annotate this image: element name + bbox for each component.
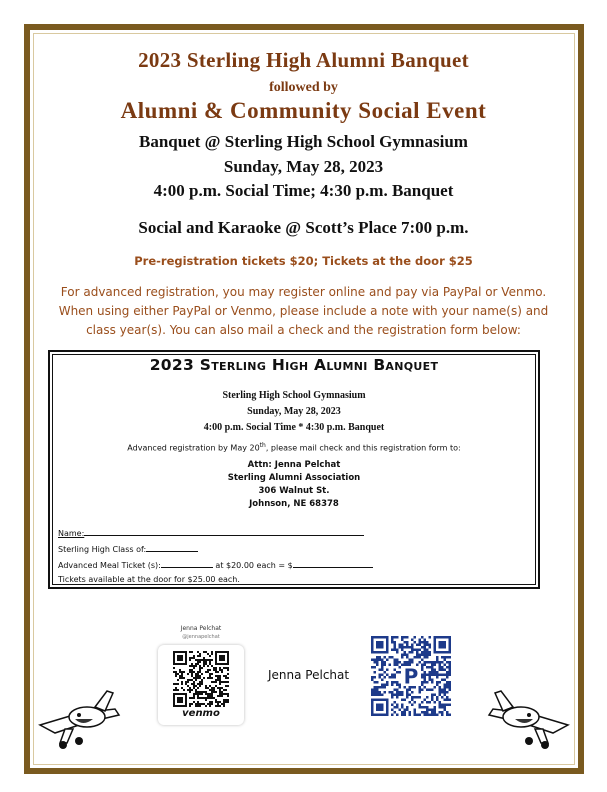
- door-note: Tickets available at the door for $25.00 each.: [58, 575, 240, 584]
- instructions-line3: class year(s). You can also mail a check and the registration form below:: [86, 323, 521, 337]
- mailing-address: [50, 459, 538, 511]
- title-line2: followed by: [269, 80, 338, 95]
- instructions-line2: When using either PayPal or Venmo, please include a note with your name(s) and: [58, 304, 549, 318]
- org-line: Sterling Alumni Association: [227, 473, 361, 483]
- pricing-line: Pre-registration tickets $20; Tickets at the door $25: [134, 254, 473, 268]
- name-field[interactable]: [58, 525, 373, 541]
- meal-label: Advanced Meal Ticket (s):: [58, 561, 161, 570]
- form-date: Sunday, May 28, 2023: [247, 406, 341, 417]
- paypal-name: Jenna Pelchat: [268, 668, 350, 682]
- airplane-mascot-right-icon: [483, 685, 573, 755]
- class-field[interactable]: [58, 541, 373, 557]
- airplane-mascot-left-icon: [35, 685, 125, 755]
- instructions-paragraph: [0, 283, 607, 340]
- form-fields: [58, 525, 373, 587]
- venmo-qr-card[interactable]: [158, 645, 244, 725]
- attn-line: Attn: Jenna Pelchat: [247, 460, 341, 470]
- paypal-qr-code-icon[interactable]: [371, 636, 451, 716]
- name-label: Name:: [58, 529, 85, 538]
- paypal-logo-icon: P: [403, 664, 419, 689]
- city-line: Johnson, NE 68378: [249, 499, 339, 509]
- form-venue: Sterling High School Gymnasium: [222, 390, 366, 401]
- title-line3: Alumni & Community Social Event: [120, 98, 487, 123]
- form-time: 4:00 p.m. Social Time * 4:30 p.m. Banquet: [203, 422, 385, 433]
- registration-form: [48, 350, 540, 589]
- instructions-line1: For advanced registration, you may register online and pay via PayPal or Venmo.: [60, 285, 547, 299]
- meal-field[interactable]: [58, 557, 373, 573]
- social-line: Social and Karaoke @ Scott’s Place 7:00 p.m.: [138, 218, 469, 237]
- venue-line: Banquet @ Sterling High School Gymnasium: [139, 132, 468, 151]
- street-line: 306 Walnut St.: [258, 486, 330, 496]
- advanced-sup: th: [259, 442, 266, 449]
- meal-mid: at $20.00 each = $: [215, 561, 293, 570]
- form-title: 2023 Sterling High Alumni Banquet: [149, 356, 439, 374]
- venmo-qr-code-icon: [173, 651, 229, 707]
- title-line1: 2023 Sterling High Alumni Banquet: [138, 48, 469, 72]
- class-label: Sterling High Class of:: [58, 545, 147, 554]
- form-advanced-note: [50, 442, 538, 453]
- date-line: Sunday, May 28, 2023: [223, 157, 384, 176]
- venmo-handle: @jennapelchat: [182, 634, 220, 640]
- advanced-post: , please mail check and this registration form to:: [265, 443, 461, 453]
- venmo-brand: venmo: [182, 708, 220, 719]
- time-line: 4:00 p.m. Social Time; 4:30 p.m. Banquet: [153, 181, 454, 200]
- advanced-pre: Advanced registration by May 20: [127, 443, 260, 453]
- venmo-name-label: Jenna Pelchat: [180, 625, 222, 632]
